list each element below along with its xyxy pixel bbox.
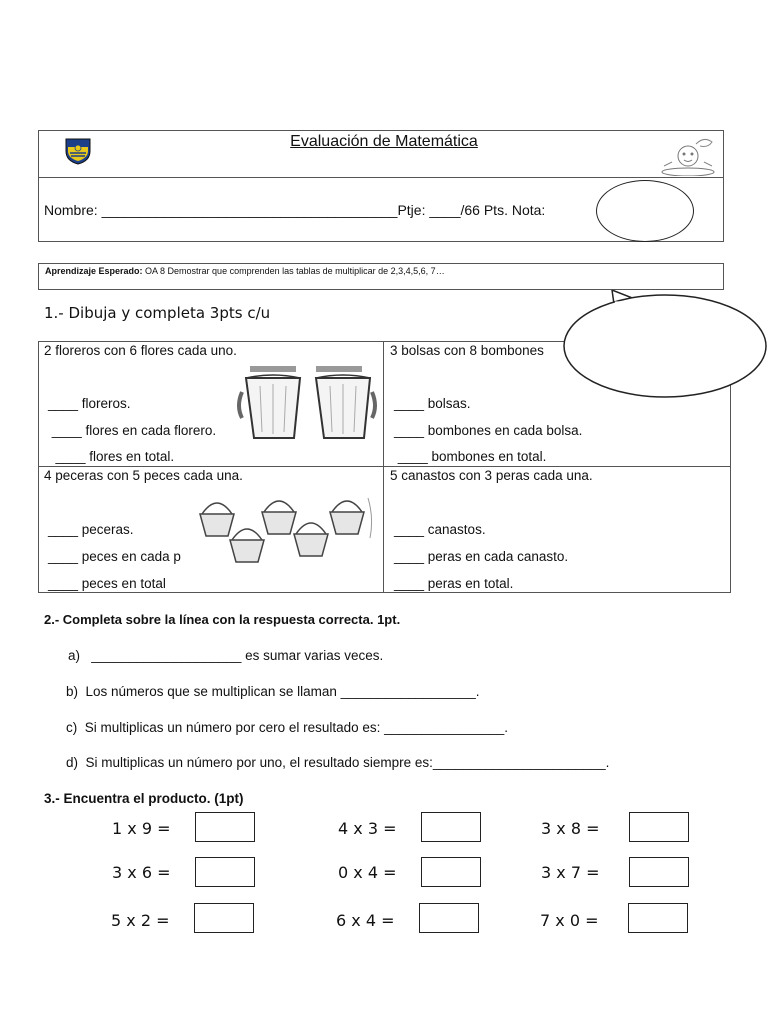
answer-box[interactable] xyxy=(419,903,479,933)
answer-box[interactable] xyxy=(194,903,254,933)
answer-box[interactable] xyxy=(421,857,481,887)
answer-box[interactable] xyxy=(421,812,481,842)
question-a[interactable]: a) ____________________ es sumar varias veces. xyxy=(68,648,384,663)
product-expression: 3 x 7 = xyxy=(541,863,600,882)
question-b[interactable]: b) Los números que se multiplican se llaman __________________. xyxy=(66,684,480,699)
page-title: Evaluación de Matemática xyxy=(290,133,478,150)
student-info-line[interactable]: Nombre: ______________________________________Ptje: ____/66 Pts. Nota: xyxy=(44,202,546,218)
cell4-heading: 5 canastos con 3 peras cada una. xyxy=(390,468,593,483)
cell1-heading: 2 floreros con 6 flores cada uno. xyxy=(44,343,237,358)
product-expression: 6 x 4 = xyxy=(336,911,395,930)
product-expression: 7 x 0 = xyxy=(540,911,599,930)
cell1-line2[interactable]: ____ flores en cada florero. xyxy=(48,423,217,438)
vases-illustration xyxy=(236,362,378,442)
grid-horizontal-divider xyxy=(38,466,731,467)
cell2-line1[interactable]: ____ bolsas. xyxy=(394,396,471,411)
answer-box[interactable] xyxy=(629,812,689,842)
cell2-line2[interactable]: ____ bombones en cada bolsa. xyxy=(394,423,583,438)
cell4-line1[interactable]: ____ canastos. xyxy=(394,522,486,537)
cell1-line3[interactable]: ____ flores en total. xyxy=(48,449,175,464)
cell3-line3[interactable]: ____ peces en total xyxy=(48,576,166,591)
section2-title: 2.- Completa sobre la línea con la respuesta correcta. 1pt. xyxy=(44,612,401,627)
grid-vertical-divider xyxy=(383,341,384,593)
header-divider xyxy=(38,177,724,178)
answer-box[interactable] xyxy=(195,857,255,887)
product-expression: 5 x 2 = xyxy=(111,911,170,930)
cartoon-mole-illustration xyxy=(658,134,718,176)
cell4-line3[interactable]: ____ peras en total. xyxy=(394,576,514,591)
learning-objective-body: OA 8 Demostrar que comprenden las tablas de multiplicar de 2,3,4,5,6, 7… xyxy=(142,266,445,276)
answer-box[interactable] xyxy=(195,812,255,842)
learning-objective-label: Aprendizaje Esperado: xyxy=(45,266,143,276)
cell3-heading: 4 peceras con 5 peces cada una. xyxy=(44,468,243,483)
product-expression: 4 x 3 = xyxy=(338,819,397,838)
product-expression: 3 x 8 = xyxy=(541,819,600,838)
speech-bubble xyxy=(562,290,768,400)
grade-oval[interactable] xyxy=(596,180,694,242)
baskets-illustration xyxy=(194,488,374,580)
cell2-line3[interactable]: ____ bombones en total. xyxy=(394,449,547,464)
product-expression: 3 x 6 = xyxy=(112,863,171,882)
answer-box[interactable] xyxy=(629,857,689,887)
section3-title: 3.- Encuentra el producto. (1pt) xyxy=(44,791,244,806)
cell4-line2[interactable]: ____ peras en cada canasto. xyxy=(394,549,569,564)
product-expression: 1 x 9 = xyxy=(112,819,171,838)
section1-title: 1.- Dibuja y completa 3pts c/u xyxy=(44,304,271,322)
product-expression: 0 x 4 = xyxy=(338,863,397,882)
cell3-line2[interactable]: ____ peces en cada p xyxy=(48,549,181,564)
cell2-heading: 3 bolsas con 8 bombones xyxy=(390,343,544,358)
learning-objective-text xyxy=(45,266,445,276)
question-d[interactable]: d) Si multiplicas un número por uno, el resultado siempre es:_______________________. xyxy=(66,755,610,770)
cell1-line1[interactable]: ____ floreros. xyxy=(48,396,131,411)
cell3-line1[interactable]: ____ peceras. xyxy=(48,522,134,537)
answer-box[interactable] xyxy=(628,903,688,933)
question-c[interactable]: c) Si multiplicas un número por cero el resultado es: ________________. xyxy=(66,720,509,735)
